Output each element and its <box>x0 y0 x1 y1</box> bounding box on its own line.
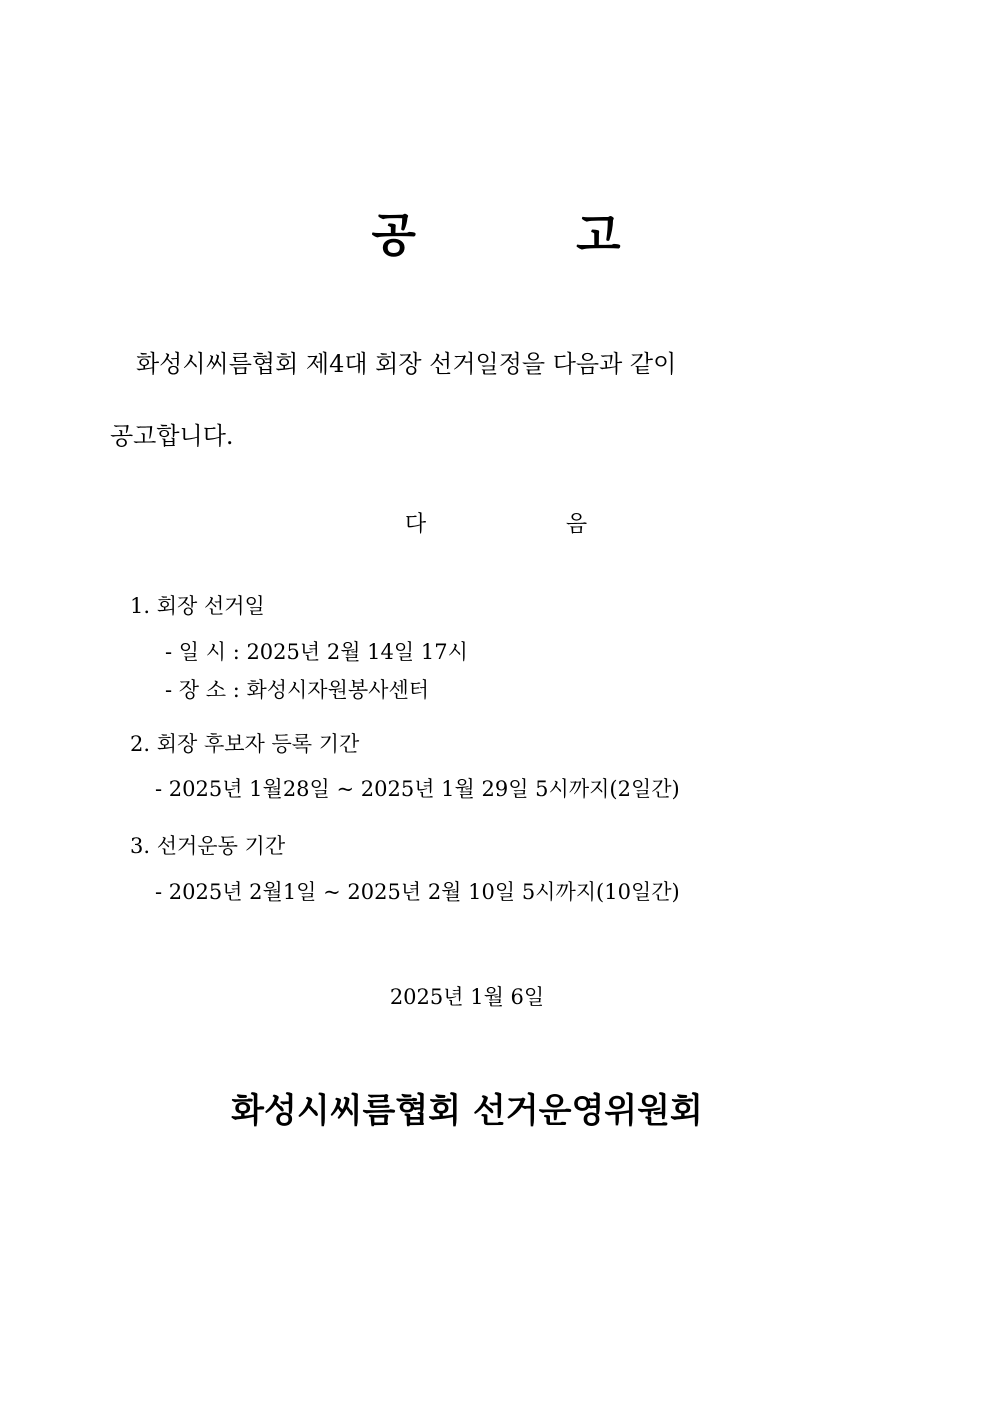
intro-text-line-1: 화성시씨름협회 제4대 회장 선거일정을 다음과 같이 <box>136 350 677 378</box>
announcement-date: 2025년 1월 6일 <box>389 985 545 1009</box>
section-1-item-datetime: - 일 시 : 2025년 2월 14일 17시 <box>165 640 468 664</box>
section-3-item-period: - 2025년 2월1일 ~ 2025년 2월 10일 5시까지(10일간) <box>155 880 680 904</box>
section-3-heading: 3. 선거운동 기간 <box>130 834 286 858</box>
section-1-heading: 1. 회장 선거일 <box>130 594 265 618</box>
intro-text-line-2: 공고합니다. <box>110 422 234 450</box>
section-2-item-period: - 2025년 1월28일 ~ 2025년 1월 29일 5시까지(2일간) <box>155 777 680 801</box>
note-heading: 다 음 <box>404 512 588 537</box>
section-2-heading: 2. 회장 후보자 등록 기간 <box>130 732 360 756</box>
signature-organization: 화성시씨름협회 선거운영위원회 <box>231 1091 703 1131</box>
section-1-item-location: - 장 소 : 화성시자원봉사센터 <box>165 678 430 702</box>
page-title: 공 고 <box>371 208 621 262</box>
